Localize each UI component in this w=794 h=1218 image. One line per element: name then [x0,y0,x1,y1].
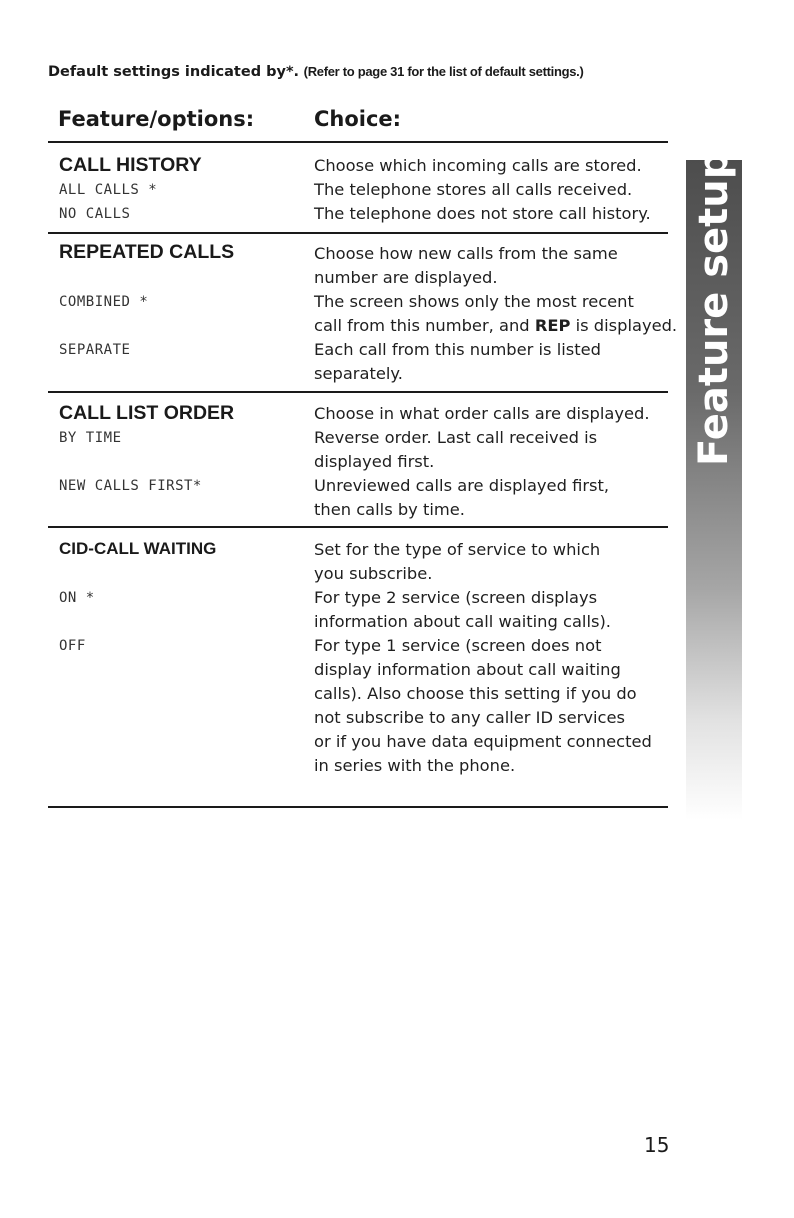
cid-call-waiting-option-off-desc-line2: display information about call waiting [314,660,621,679]
combined-desc-text-c: is displayed. [570,316,678,335]
section-rule [48,526,668,528]
repeated-calls-option-separate-desc-line2: separately. [314,364,403,383]
cid-call-waiting-option-off-desc-line1: For type 1 service (screen does not [314,636,602,655]
call-list-order-option-by-time: BY TIME [59,430,122,446]
default-note-main: Default settings indicated by*. [48,64,300,80]
cid-call-waiting-option-off-desc-line4: not subscribe to any caller ID services [314,708,625,727]
repeated-calls-intro-line2: number are displayed. [314,268,498,287]
cid-call-waiting-title: CID-CALL WAITING [59,539,217,558]
call-list-order-option-by-time-desc-line2: displayed first. [314,452,435,471]
side-tab-label: Feature setup [691,150,737,466]
default-note-reference: (Refer to page 31 for the list of default settings.) [303,64,584,79]
call-list-order-option-new-calls-first: NEW CALLS FIRST* [59,478,202,494]
feature-options-header: Feature/options: [58,107,255,131]
cid-call-waiting-option-off: OFF [59,638,86,654]
call-list-order-title: CALL LIST ORDER [59,402,235,424]
page-number: 15 [644,1133,670,1157]
header-rule [48,141,668,143]
cid-call-waiting-intro-line2: you subscribe. [314,564,433,583]
call-history-option-no-calls-desc: The telephone does not store call history. [314,204,651,223]
rep-indicator: REP [534,316,571,335]
call-history-option-all-calls: ALL CALLS * [59,182,158,198]
repeated-calls-intro-line1: Choose how new calls from the same [314,244,618,263]
cid-call-waiting-option-on-desc-line2: information about call waiting calls). [314,612,611,631]
section-rule [48,391,668,393]
call-list-order-option-new-calls-first-desc-line2: then calls by time. [314,500,465,519]
repeated-calls-title: REPEATED CALLS [59,241,235,263]
repeated-calls-option-combined-desc-line1: The screen shows only the most recent [314,292,634,311]
call-list-order-intro: Choose in what order calls are displayed. [314,404,650,423]
repeated-calls-option-combined: COMBINED * [59,294,149,310]
call-list-order-option-by-time-desc-line1: Reverse order. Last call received is [314,428,598,447]
cid-call-waiting-intro-line1: Set for the type of service to which [314,540,601,559]
cid-call-waiting-option-off-desc-line3: calls). Also choose this setting if you do [314,684,637,703]
choice-header: Choice: [314,107,402,131]
repeated-calls-option-combined-desc-line2 [314,314,677,338]
combined-desc-text-a: call from this number, and [314,316,535,335]
repeated-calls-option-separate-desc-line1: Each call from this number is listed [314,340,601,359]
table-bottom-rule [48,806,668,808]
section-rule [48,232,668,234]
call-history-title: CALL HISTORY [59,154,202,176]
call-history-option-no-calls: NO CALLS [59,206,131,222]
cid-call-waiting-option-off-desc-line6: in series with the phone. [314,756,516,775]
cid-call-waiting-option-on: ON * [59,590,95,606]
cid-call-waiting-option-off-desc-line5: or if you have data equipment connected [314,732,652,751]
default-settings-note [48,64,584,80]
call-history-option-all-calls-desc: The telephone stores all calls received. [314,180,633,199]
call-history-intro: Choose which incoming calls are stored. [314,156,642,175]
cid-call-waiting-option-on-desc-line1: For type 2 service (screen displays [314,588,598,607]
call-list-order-option-new-calls-first-desc-line1: Unreviewed calls are displayed first, [314,476,610,495]
repeated-calls-option-separate: SEPARATE [59,342,131,358]
